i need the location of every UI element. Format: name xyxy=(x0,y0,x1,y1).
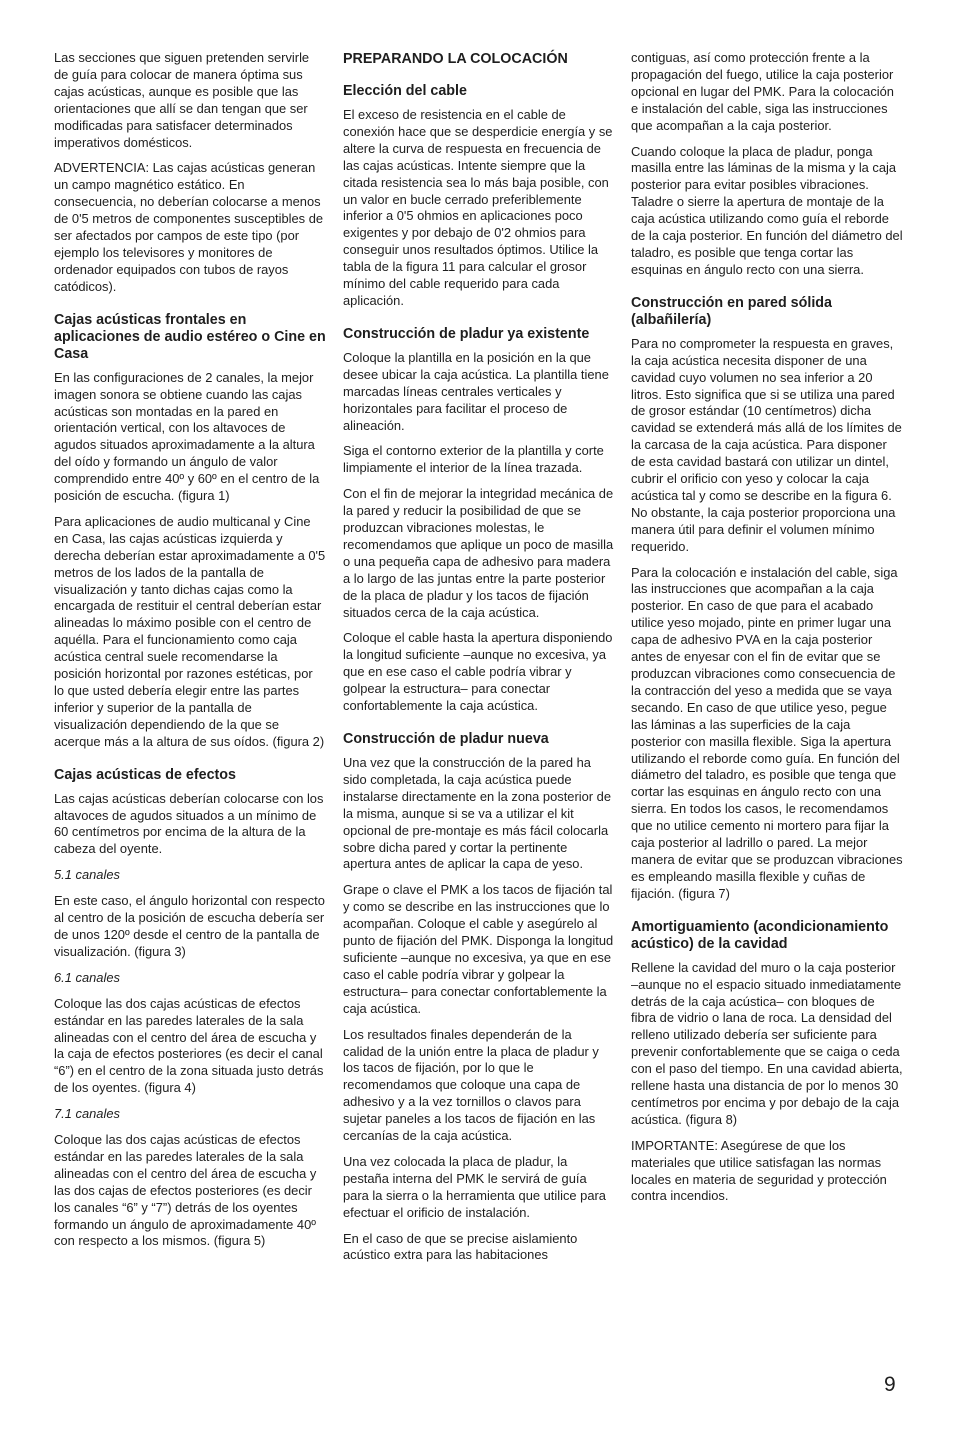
heading-existing-drywall: Construcción de pladur ya existente xyxy=(343,325,590,342)
paragraph: Grape o clave el PMK a los tacos de fijación tal y como se describe en las instrucciones que lo acompañan. Coloque el cable y asegúrelo al punto de fijación del PMK. Disponga la longitud suficiente –aunque no excesiva, ya que en ese caso el cable podría vibrar y golpear la estructura– para conectar confortablemente la caja acústica. xyxy=(343,882,614,1016)
paragraph: Rellene la cavidad del muro o la caja posterior –aunque no el espacio situado inmediatamente detrás de la caja acústica– con bloques de fibra de vidrio o lana de roca. La densidad del relleno utilizado debería ser suficiente para prevenir confortablemente que se caiga o ceda con el paso del tiempo. En una cavidad abierta, rellene hasta una distancia de por lo menos 30 centímetros por encima y por debajo de la caja acústica. (figura 8) xyxy=(631,959,903,1127)
paragraph: Coloque las dos cajas acústicas de efectos estándar en las paredes laterales de la sala alineadas con el centro del área de escucha y la caja de efectos posteriores (es decir el canal “6”) en el centro de la zona situada justo detrás de los oyentes. (figura 4) xyxy=(54,995,324,1096)
paragraph: Los resultados finales dependerán de la calidad de la unión entre la placa de pladur y los tacos de fijación, por lo que le recomendamos que coloque una capa de adhesivo y a la vez tornillos o clavos para sujetar paneles a los tacos de fijación en las cercanías de la caja acústica. xyxy=(343,1026,599,1144)
heading-solid-wall: Construcción en pared sólida (albañilería) xyxy=(631,294,832,328)
paragraph: Para no comprometer la respuesta en graves, la caja acústica necesita disponer de una cavidad cuyo volumen no sea inferior a 20 litros. Esto significa que si se utiliza una pared de grosor estándar (10 centímetros) dicha cavidad se extenderá más allá de los límites de la carcasa de la caja acústica. Para disponer de esta cavidad bastará con utilizar un dintel, cubrir el orificio con yeso y colocar la caja acústica tal y como se describe en la figura 6. No obstante, la caja posterior proporciona una manera útil para definir el volumen mínimo requerido. xyxy=(631,335,902,554)
section-title: PREPARANDO LA COLOCACIÓN xyxy=(343,51,568,67)
paragraph: Coloque la plantilla en la posición en la que desee ubicar la caja acústica. La plantilla tiene marcadas líneas centrales verticales y horizontales para facilitar el proceso de alineación. xyxy=(343,349,609,433)
subheading-6-1: 6.1 canales xyxy=(54,969,120,985)
warning-paragraph: ADVERTENCIA: Las cajas acústicas generan un campo magnético estático. En consecuencia, no deberían colocarse a menos de 0'5 metros de componentes susceptibles de ser afectados por campos de este tipo (por ejemplo los televisores y monitores de ordenador equipados con tubos de rayos catódicos). xyxy=(54,160,324,294)
important-paragraph: IMPORTANTE: Asegúrese de que los materiales que utilice satisfagan las normas locales en materia de seguridad y protección contra incendios. xyxy=(631,1137,887,1204)
column-right xyxy=(631,50,903,1214)
paragraph: contiguas, así como protección frente a la propagación del fuego, utilice la caja posterior opcional en lugar del PMK. Para la colocación e instalación del cable, siga las instrucciones que acompañan a la caja posterior. xyxy=(631,50,894,133)
paragraph: Coloque las dos cajas acústicas de efectos estándar en las paredes laterales de la sala alineadas con el centro del área de escucha y las dos cajas de efectos posteriores (es decir los canales “6” y “7”) detrás de los oyentes formando un ángulo de aproximadamente 40º con respecto a los mismos. (figura 5) xyxy=(54,1132,317,1249)
column-left xyxy=(54,50,326,1259)
subheading-7-1: 7.1 canales xyxy=(54,1106,120,1122)
intro-paragraph: Las secciones que siguen pretenden servirle de guía para colocar de manera óptima sus cajas acústicas, aunque es posible que las orientaciones que allí se dan tengan que ser modificadas para satisfacer determinados imperativos domésticos. xyxy=(54,50,310,150)
paragraph: Coloque el cable hasta la apertura disponiendo la longitud suficiente –aunque no excesiva, ya que en ese caso el cable podría vibrar y golpear la estructura– para conectar confortablemente la caja acústica. xyxy=(343,630,613,714)
heading-effects-speakers: Cajas acústicas de efectos xyxy=(54,766,236,783)
column-middle xyxy=(343,50,615,1273)
paragraph: Con el fin de mejorar la integridad mecánica de la pared y reducir la posibilidad de que se produzcan vibraciones molestas, le recomendamos que aplique un poco de masilla o una pequeña capa de adhesivo para madera a lo largo de las juntas entre la parte posterior de la placa de pladur y los tacos de fijación situados cerca de la caja acústica. xyxy=(343,486,614,620)
heading-cable-choice: Elección del cable xyxy=(343,83,467,99)
paragraph: Una vez colocada la placa de pladur, la pestaña interna del PMK le servirá de guía para la sierra o la herramienta que utilice para efectuar el orificio de instalación. xyxy=(343,1153,606,1220)
page-number: 9 xyxy=(884,1373,896,1396)
heading-cavity-damping: Amortiguamiento (acondicionamiento acústico) de la cavidad xyxy=(631,918,889,952)
paragraph: Cuando coloque la placa de pladur, ponga masilla entre las láminas de la misma y la caja posterior para evitar posibles vibraciones. Taladre o sierre la apertura de montaje de la caja acústica utilizando como guía el reborde de la caja posterior. En función del diámetro del taladro, es posible que tenga cortar las esquinas en ángulo recto con una sierra. xyxy=(631,143,903,277)
paragraph: En este caso, el ángulo horizontal con respecto al centro de la posición de escucha debería ser de unos 120º desde el centro de la pantalla de visualización. (figura 3) xyxy=(54,893,325,959)
heading-front-speakers: Cajas acústicas frontales en aplicaciones de audio estéreo o Cine en Casa xyxy=(54,311,326,362)
paragraph: Para la colocación e instalación del cable, siga las instrucciones que acompañan a la caja posterior. En caso de que para el acabado utilice yeso mojado, pinte en primer lugar una capa de adhesivo PVA en la caja posterior antes de enyesar con el fin de evitar que se produzcan vibraciones como consecuencia de la contracción del yeso a medida que se vaya secando. En caso de que utilice yeso, pegue las láminas a las superficies de la caja posterior con masilla flexible. Siga la apertura utilizando el reborde como guía. En función del diámetro del taladro, es posible que tenga que cortar las esquinas en ángulo recto con una sierra. En todos los casos, le recomendamos que no utilice cemento ni mortero para fijar la caja posterior al ladrillo o pared. La mejor manera de evitar que se produzcan vibraciones es empleando masilla flexible y cuñas de fijación. (figura 7) xyxy=(631,564,903,901)
paragraph: Siga el contorno exterior de la plantilla y corte limpiamente el interior de la línea trazada. xyxy=(343,443,604,476)
paragraph: Para aplicaciones de audio multicanal y Cine en Casa, las cajas acústicas izquierda y derecha deberían estar aproximadamente a 0'5 metros de los lados de la pantalla de visualización y tanto dichas cajas como la encargada de restituir el central deberían estar alineadas lo máximo posible con el centro de aquélla. Para el funcionamiento como caja acústica central suele recomendarse la posición horizontal por razones estéticas, por lo que usted debería elegir entre las partes inferior y superior de la pantalla de visualización dependiendo de la que se acerque más a la altura de sus oídos. (figura 2) xyxy=(54,513,326,749)
paragraph: Las cajas acústicas deberían colocarse con los altavoces de agudos situados a un mínimo de 60 centímetros por encima de la altura de la cabeza del oyente. xyxy=(54,790,324,857)
paragraph: Una vez que la construcción de la pared ha sido completada, la caja acústica puede instalarse directamente en la zona posterior de la misma, aunque si se va a utilizar el kit opcional de pre-montaje es más fácil colocarla sobre dicha pared y cortar la pertinente apertura antes de aplicar la capa de yeso. xyxy=(343,755,611,872)
paragraph: El exceso de resistencia en el cable de conexión hace que se desperdicie energía y se altere la curva de respuesta en frecuencia de las cajas acústicas. Intente siempre que la citada resistencia sea lo más baja posible, con un valor en bucle cerrado preferiblemente inferior a 0'5 ohmios en aplicaciones poco exigentes y por debajo de 0'2 ohmios para conseguir unos resultados óptimos. Utilice la tabla de la figura 11 para calcular el grosor mínimo del cable requerido para cada aplicación. xyxy=(343,107,613,308)
subheading-5-1: 5.1 canales xyxy=(54,867,120,883)
paragraph: En el caso de que se precise aislamiento acústico extra para las habitaciones xyxy=(343,1230,578,1263)
paragraph: En las configuraciones de 2 canales, la mejor imagen sonora se obtiene cuando las cajas acústicas son montadas en la pared en orientación vertical, con los altavoces de agudos situados aproximadamente a la altura del oído y formando un ángulo de valor comprendido entre 40º y 60º en el centro de la posición de escucha. (figura 1) xyxy=(54,369,320,504)
heading-new-drywall: Construcción de pladur nueva xyxy=(343,731,549,747)
